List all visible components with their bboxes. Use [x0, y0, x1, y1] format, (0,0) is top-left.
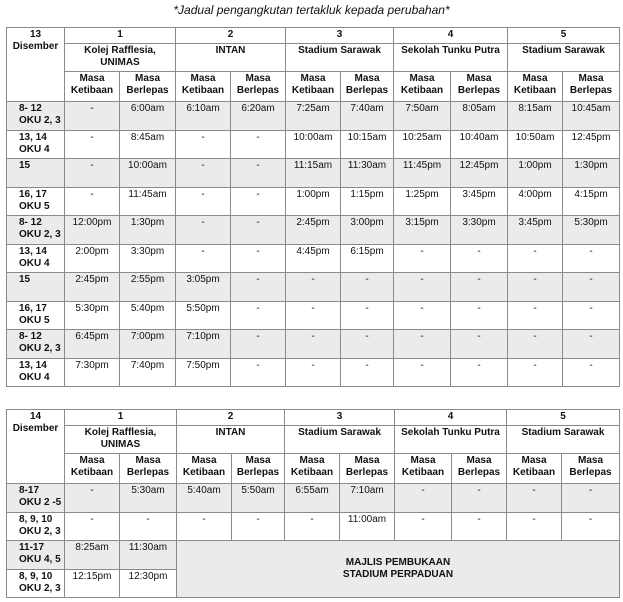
departure-time: - [231, 159, 286, 188]
departure-header-line: Masa [245, 73, 271, 84]
time-slot-line: 8, 9, 10 [19, 513, 53, 525]
table-row [7, 216, 620, 245]
arrival-time: - [286, 330, 341, 359]
arrival-time: 8:15am [508, 102, 563, 131]
departure-time: - [341, 273, 394, 302]
departure-header-line: Berlepas [126, 467, 170, 478]
departure-header-line: Masa [578, 73, 604, 84]
table-row [7, 130, 620, 159]
day-label-line: 13 [29, 29, 42, 40]
departure-time: 3:45pm [451, 187, 508, 216]
departure-header-line: Masa [354, 455, 380, 466]
table-row [7, 273, 620, 302]
time-slot-line: 8- 12 [19, 217, 42, 228]
arrival-time: - [507, 484, 562, 513]
header-number-row [7, 28, 620, 44]
arrival-time: - [286, 358, 341, 387]
table-row [7, 330, 620, 359]
arrival-header-line: Masa [409, 73, 435, 84]
arrival-time: - [176, 159, 231, 188]
arrival-time: - [286, 301, 341, 330]
stop-number: 2 [177, 410, 285, 426]
departure-time: - [341, 330, 394, 359]
stop-number: 1 [65, 28, 176, 44]
arrival-time: - [394, 301, 451, 330]
departure-time: 1:30pm [563, 159, 620, 188]
departure-time: - [452, 512, 507, 541]
time-slot-line: OKU 5 [19, 314, 50, 326]
departure-time: 3:30pm [120, 244, 176, 273]
departure-time: 12:30pm [120, 569, 177, 598]
table-row [7, 301, 620, 330]
time-slot-line: 16, 17 [19, 302, 47, 314]
time-slot-line: 8, 9, 10 [19, 570, 53, 582]
arrival-header [177, 454, 232, 484]
arrival-time: - [285, 512, 340, 541]
departure-header-line: Berlepas [569, 85, 613, 96]
time-slot [7, 159, 65, 188]
arrival-header-line: Ketibaan [291, 85, 335, 96]
arrival-time: 1:00pm [508, 159, 563, 188]
arrival-time: 12:15pm [65, 569, 120, 598]
departure-time: 3:30pm [451, 216, 508, 245]
stop-number: 5 [508, 28, 620, 44]
departure-header [562, 454, 620, 484]
stop-number: 4 [394, 28, 508, 44]
departure-time: - [451, 330, 508, 359]
arrival-header-line: Ketibaan [401, 467, 445, 478]
arrival-time: 8:25am [65, 541, 120, 570]
arrival-time: - [507, 512, 562, 541]
departure-time: - [451, 301, 508, 330]
departure-header [340, 454, 395, 484]
time-slot-line: 8- 12 [19, 331, 42, 342]
departure-time: - [563, 301, 620, 330]
arrival-time: 3:05pm [176, 273, 231, 302]
stop-location: Stadium Sarawak [508, 44, 620, 72]
arrival-header-line: Ketibaan [70, 467, 114, 478]
stop-location: INTAN [177, 426, 285, 454]
departure-time: 1:15pm [341, 187, 394, 216]
header-location-row [7, 44, 620, 72]
departure-time: - [231, 330, 286, 359]
schedule-note: *Jadual pengangkutan tertakluk kepada perubahan* [173, 3, 450, 17]
day-label-line: Disember [12, 41, 59, 52]
day-label-line: Disember [12, 423, 59, 434]
stop-location: Kolej Rafflesia, UNIMAS [65, 44, 176, 72]
arrival-header-line: Ketibaan [290, 467, 334, 478]
departure-header-line: Masa [577, 455, 603, 466]
arrival-time: - [65, 484, 120, 513]
time-slot-line: 8- 12 [19, 103, 42, 114]
time-slot [7, 358, 65, 387]
departure-header [232, 454, 285, 484]
table-row [7, 541, 620, 570]
arrival-time: 7:50am [394, 102, 451, 131]
event-note [177, 541, 620, 598]
arrival-header [285, 454, 340, 484]
stop-number: 5 [507, 410, 620, 426]
departure-header-line: Berlepas [236, 85, 280, 96]
stop-location: Stadium Sarawak [285, 426, 395, 454]
arrival-time: 6:10am [176, 102, 231, 131]
arrival-time: - [65, 102, 120, 131]
time-slot [7, 484, 65, 513]
day-label [7, 28, 65, 102]
arrival-header-line: Masa [521, 455, 547, 466]
departure-time: 6:15pm [341, 244, 394, 273]
arrival-time: 7:10pm [176, 330, 231, 359]
header-number-row [7, 410, 620, 426]
departure-time: 7:10am [340, 484, 395, 513]
table-row [7, 159, 620, 188]
departure-time: - [231, 273, 286, 302]
arrival-header-line: Ketibaan [70, 85, 114, 96]
arrival-header-line: Ketibaan [513, 85, 557, 96]
arrival-header-line: Masa [79, 455, 105, 466]
departure-time: 2:55pm [120, 273, 176, 302]
arrival-time: - [508, 244, 563, 273]
time-slot-line: OKU 2, 3 [19, 229, 61, 240]
departure-time: 7:40pm [120, 358, 176, 387]
departure-time: 8:05am [451, 102, 508, 131]
departure-time: 10:15am [341, 130, 394, 159]
departure-time: 11:30am [120, 541, 177, 570]
stop-location: Stadium Sarawak [507, 426, 620, 454]
departure-time: 11:30am [341, 159, 394, 188]
day-label-line: 14 [29, 411, 42, 422]
stop-number: 3 [285, 410, 395, 426]
departure-time: 6:20am [231, 102, 286, 131]
arrival-time: - [65, 159, 120, 188]
departure-time: - [120, 512, 177, 541]
arrival-time: 12:00pm [65, 216, 120, 245]
time-slot-line: 15 [19, 160, 31, 171]
departure-time: - [341, 358, 394, 387]
arrival-header [395, 454, 452, 484]
arrival-header-line: Masa [410, 455, 436, 466]
arrival-header-line: Ketibaan [400, 85, 444, 96]
departure-time: - [341, 301, 394, 330]
arrival-time: 7:50pm [176, 358, 231, 387]
time-slot-line: 11-17 [19, 542, 45, 553]
arrival-time: - [394, 358, 451, 387]
departure-time: - [231, 301, 286, 330]
arrival-time: 5:50pm [176, 301, 231, 330]
departure-header-line: Masa [466, 73, 492, 84]
departure-time: 1:30pm [120, 216, 176, 245]
departure-time: 7:40am [341, 102, 394, 131]
time-slot-line: OKU 2 -5 [19, 497, 62, 508]
table-row [7, 484, 620, 513]
departure-time: - [451, 244, 508, 273]
arrival-time: - [176, 216, 231, 245]
departure-time: 11:45am [120, 187, 176, 216]
departure-time: - [563, 273, 620, 302]
departure-time: 8:45am [120, 130, 176, 159]
stop-number: 4 [395, 410, 507, 426]
schedule-table-14-dec [6, 409, 620, 598]
arrival-time: - [65, 512, 120, 541]
departure-time: 7:00pm [120, 330, 176, 359]
arrival-time: - [394, 273, 451, 302]
time-slot [7, 569, 65, 598]
arrival-header-line: Masa [522, 73, 548, 84]
stop-location: Kolej Rafflesia, UNIMAS [65, 426, 177, 454]
arrival-time: 3:45pm [508, 216, 563, 245]
departure-header-line: Berlepas [457, 467, 501, 478]
departure-time: - [563, 330, 620, 359]
arrival-time: - [177, 512, 232, 541]
departure-time: 10:45am [563, 102, 620, 131]
arrival-time: - [508, 273, 563, 302]
table-row [7, 358, 620, 387]
arrival-time: 10:50am [508, 130, 563, 159]
time-slot [7, 273, 65, 302]
arrival-time: 7:30pm [65, 358, 120, 387]
arrival-time: 6:55am [285, 484, 340, 513]
arrival-header-line: Masa [299, 455, 325, 466]
stop-location: Stadium Sarawak [286, 44, 394, 72]
departure-header-line: Masa [354, 73, 380, 84]
time-slot [7, 216, 65, 245]
departure-header-line: Masa [466, 455, 492, 466]
arrival-time: - [394, 330, 451, 359]
arrival-header-line: Ketibaan [181, 85, 225, 96]
arrival-time: - [508, 330, 563, 359]
time-slot [7, 244, 65, 273]
departure-header-line: Berlepas [345, 85, 389, 96]
departure-time: 10:00am [120, 159, 176, 188]
arrival-time: - [176, 244, 231, 273]
arrival-time: 1:00pm [286, 187, 341, 216]
arrival-header-line: Masa [79, 73, 105, 84]
departure-time: - [231, 244, 286, 273]
departure-header-line: Berlepas [236, 467, 280, 478]
arrival-time: 2:45pm [286, 216, 341, 245]
time-slot-line: 8-17 [19, 485, 40, 496]
table-row [7, 187, 620, 216]
header-sub-row [7, 454, 620, 484]
stop-number: 2 [176, 28, 286, 44]
time-slot [7, 512, 65, 541]
arrival-time: 6:45pm [65, 330, 120, 359]
time-slot-line: 13, 14 [19, 359, 47, 371]
stop-location: Sekolah Tunku Putra [395, 426, 507, 454]
departure-time: 12:45pm [563, 130, 620, 159]
departure-time: - [231, 130, 286, 159]
arrival-header [286, 72, 341, 102]
departure-time: 3:00pm [341, 216, 394, 245]
time-slot [7, 301, 65, 330]
departure-time: - [231, 216, 286, 245]
arrival-time: 5:40am [177, 484, 232, 513]
time-slot-line: 13, 14 [19, 131, 47, 143]
arrival-time: - [176, 130, 231, 159]
time-slot-line: 16, 17 [19, 188, 47, 200]
stop-number: 1 [65, 410, 177, 426]
time-slot-line: OKU 5 [19, 200, 50, 212]
arrival-time: 2:45pm [65, 273, 120, 302]
arrival-time: - [176, 187, 231, 216]
arrival-time: - [286, 273, 341, 302]
arrival-time: - [395, 512, 452, 541]
departure-time: 6:00am [120, 102, 176, 131]
time-slot [7, 330, 65, 359]
departure-time: - [452, 484, 507, 513]
departure-time: - [451, 358, 508, 387]
departure-header [231, 72, 286, 102]
time-slot-line: OKU 2, 3 [19, 343, 61, 354]
arrival-time: 7:25am [286, 102, 341, 131]
departure-header-line: Berlepas [345, 467, 389, 478]
header-sub-row [7, 72, 620, 102]
arrival-time: 4:45pm [286, 244, 341, 273]
departure-header-line: Masa [135, 455, 161, 466]
departure-header-line: Masa [134, 73, 160, 84]
arrival-time: 2:00pm [65, 244, 120, 273]
departure-header-line: Berlepas [126, 85, 169, 96]
arrival-header [394, 72, 451, 102]
arrival-time: 10:00am [286, 130, 341, 159]
arrival-header-line: Masa [190, 73, 216, 84]
departure-time: - [563, 244, 620, 273]
departure-header [563, 72, 620, 102]
schedule-table-13-dec [6, 27, 620, 387]
arrival-header [176, 72, 231, 102]
departure-time: - [232, 512, 285, 541]
departure-header [120, 454, 177, 484]
table-row [7, 244, 620, 273]
departure-time: 12:45pm [451, 159, 508, 188]
arrival-time: 3:15pm [394, 216, 451, 245]
departure-time: 5:30pm [563, 216, 620, 245]
time-slot-line: 15 [19, 274, 31, 285]
event-note-line: MAJLIS PEMBUKAAN [345, 557, 451, 568]
departure-time: 5:50am [232, 484, 285, 513]
stop-location: INTAN [176, 44, 286, 72]
day-label [7, 410, 65, 484]
departure-time: 11:00am [340, 512, 395, 541]
arrival-time: 1:25pm [394, 187, 451, 216]
time-slot-line: OKU 2, 3 [19, 115, 61, 126]
time-slot-line: OKU 4 [19, 143, 50, 155]
departure-header [452, 454, 507, 484]
time-slot [7, 187, 65, 216]
time-slot [7, 102, 65, 131]
time-slot-line: 13, 14 [19, 245, 47, 257]
departure-time: 5:40pm [120, 301, 176, 330]
arrival-header [508, 72, 563, 102]
arrival-header-line: Masa [191, 455, 217, 466]
arrival-header [65, 454, 120, 484]
arrival-time: 4:00pm [508, 187, 563, 216]
arrival-time: - [65, 187, 120, 216]
departure-header [451, 72, 508, 102]
event-note-line: STADIUM PERPADUAN [342, 569, 454, 580]
table-row [7, 102, 620, 131]
departure-time: - [231, 187, 286, 216]
arrival-time: - [395, 484, 452, 513]
departure-time: - [562, 512, 620, 541]
time-slot-line: OKU 2, 3 [19, 582, 61, 594]
time-slot-line: OKU 4 [19, 257, 50, 269]
departure-header [120, 72, 176, 102]
arrival-time: 5:30pm [65, 301, 120, 330]
arrival-header-line: Masa [300, 73, 326, 84]
arrival-time: 10:25am [394, 130, 451, 159]
arrival-header-line: Ketibaan [512, 467, 556, 478]
departure-header-line: Berlepas [457, 85, 501, 96]
time-slot-line: OKU 4, 5 [19, 554, 61, 565]
departure-time: 5:30am [120, 484, 177, 513]
arrival-header [65, 72, 120, 102]
arrival-time: - [65, 130, 120, 159]
arrival-time: 11:15am [286, 159, 341, 188]
time-slot-line: OKU 2, 3 [19, 525, 61, 537]
departure-header-line: Masa [245, 455, 271, 466]
departure-time: - [231, 358, 286, 387]
arrival-time: - [394, 244, 451, 273]
departure-header-line: Berlepas [569, 467, 612, 478]
time-slot [7, 541, 65, 570]
departure-time: 10:40am [451, 130, 508, 159]
arrival-time: 11:45pm [394, 159, 451, 188]
header-location-row [7, 426, 620, 454]
arrival-time: - [508, 301, 563, 330]
arrival-header-line: Ketibaan [182, 467, 226, 478]
arrival-header [507, 454, 562, 484]
departure-header [341, 72, 394, 102]
time-slot-line: OKU 4 [19, 371, 50, 383]
departure-time: - [562, 484, 620, 513]
arrival-time: - [508, 358, 563, 387]
departure-time: 4:15pm [563, 187, 620, 216]
departure-time: - [563, 358, 620, 387]
stop-number: 3 [286, 28, 394, 44]
departure-time: - [451, 273, 508, 302]
table-row [7, 512, 620, 541]
time-slot [7, 130, 65, 159]
stop-location: Sekolah Tunku Putra [394, 44, 508, 72]
